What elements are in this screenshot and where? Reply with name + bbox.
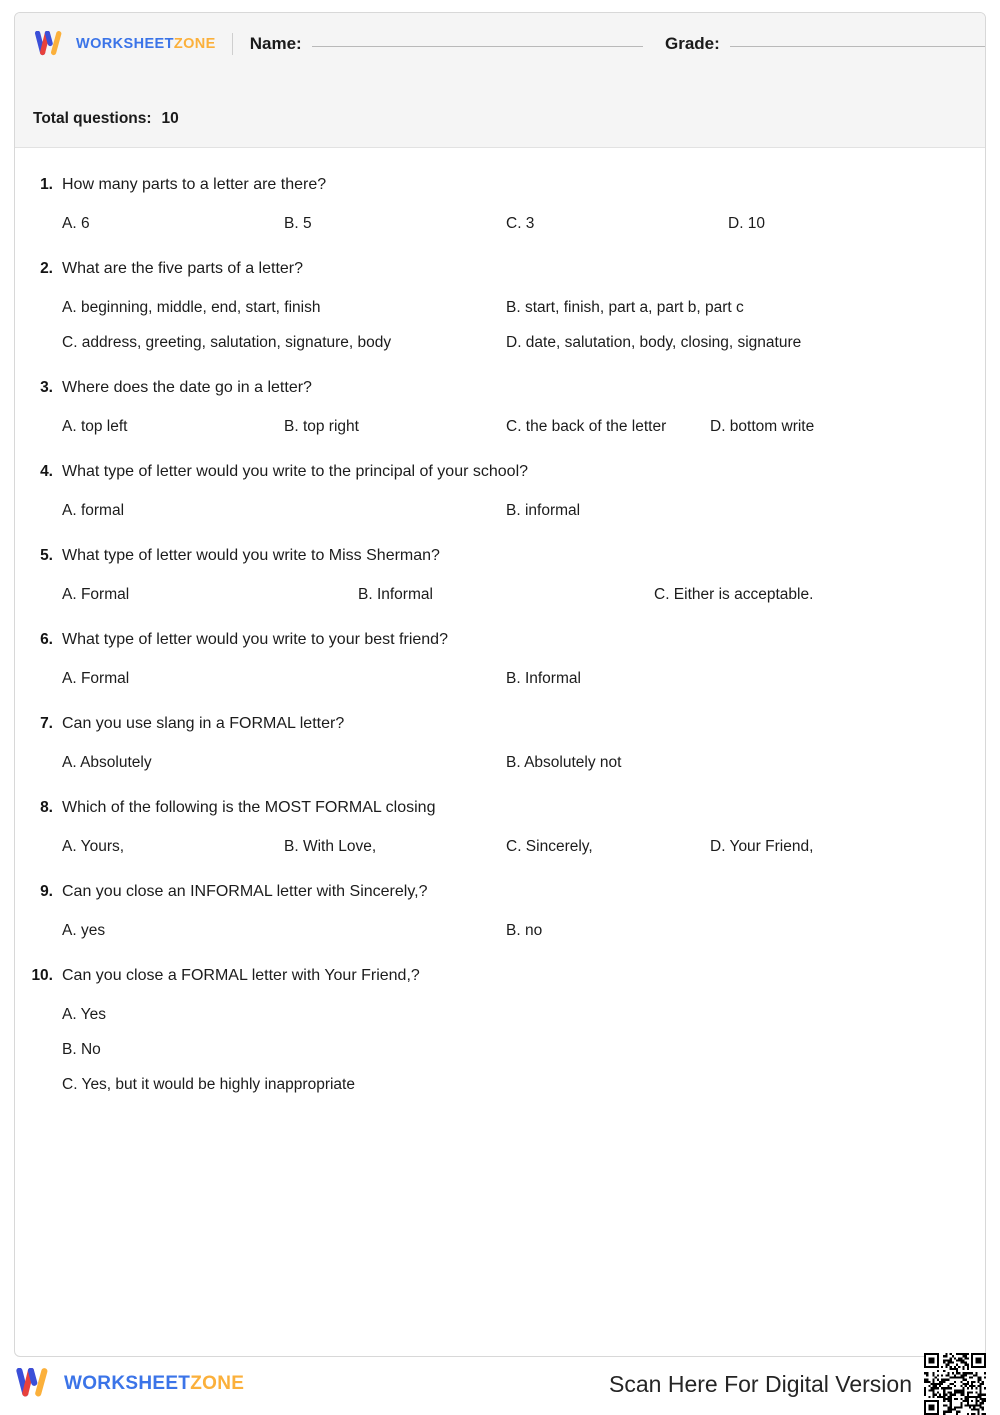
worksheet-footer xyxy=(14,1360,986,1408)
answer-option-row xyxy=(62,1004,961,1025)
answer-options xyxy=(62,836,961,857)
answer-option[interactable]: B. informal xyxy=(506,502,581,519)
answer-option-row xyxy=(62,584,961,605)
answer-options xyxy=(62,297,961,353)
answer-option[interactable]: C. Yes, but it would be highly inappropriate xyxy=(62,1076,355,1093)
answer-option-row xyxy=(62,332,961,353)
answer-options xyxy=(62,500,961,521)
header-identity-row xyxy=(15,13,985,75)
answer-option[interactable]: D. Your Friend, xyxy=(710,838,814,855)
question-item xyxy=(15,377,985,437)
answer-option-row xyxy=(62,1039,961,1060)
question-item xyxy=(15,797,985,857)
brand-word-zone: ZONE xyxy=(173,36,216,52)
questions-list xyxy=(15,148,985,1095)
question-text: What are the five parts of a letter? xyxy=(62,260,304,277)
answer-option-row xyxy=(62,1074,961,1095)
question-number: 10. xyxy=(31,967,53,984)
answer-option[interactable]: B. Informal xyxy=(506,670,581,687)
scan-instruction-text: Scan Here For Digital Version xyxy=(609,1370,912,1397)
answer-option[interactable]: A. yes xyxy=(62,922,106,939)
total-questions-value: 10 xyxy=(161,110,179,127)
footer-scan-group xyxy=(609,1353,986,1415)
brand-word-worksheet: WORKSHEET xyxy=(76,36,174,52)
answer-option[interactable]: D. bottom write xyxy=(710,418,815,435)
answer-options xyxy=(62,752,961,773)
answer-option-row xyxy=(62,668,961,689)
answer-options xyxy=(62,920,961,941)
answer-option-row xyxy=(62,752,961,773)
grade-label: Grade: xyxy=(665,34,720,53)
answer-options xyxy=(62,416,961,437)
question-text: What type of letter would you write to your best friend? xyxy=(62,631,448,648)
total-questions-label: Total questions: xyxy=(33,110,152,127)
answer-option[interactable]: B. no xyxy=(506,922,543,939)
answer-options xyxy=(62,668,961,689)
name-input-line[interactable] xyxy=(312,45,643,47)
worksheet-header xyxy=(15,13,985,148)
question-item xyxy=(15,258,985,353)
question-number: 6. xyxy=(40,631,53,648)
grade-input-line[interactable] xyxy=(730,45,985,47)
header-brand-logo xyxy=(33,31,216,58)
answer-option[interactable]: A. Formal xyxy=(62,586,130,603)
question-number: 4. xyxy=(40,463,53,480)
question-text: Can you use slang in a FORMAL letter? xyxy=(62,715,345,732)
question-text: Can you close an INFORMAL letter with Sincerely,? xyxy=(62,883,428,900)
qr-code-icon[interactable] xyxy=(924,1353,986,1415)
answer-option[interactable]: C. Sincerely, xyxy=(506,838,593,855)
answer-option[interactable]: C. Either is acceptable. xyxy=(654,586,814,603)
worksheet-zone-logo-icon xyxy=(14,1368,54,1400)
question-number: 1. xyxy=(40,176,53,193)
answer-option[interactable]: A. Formal xyxy=(62,670,130,687)
answer-option[interactable]: B. top right xyxy=(284,418,359,435)
grade-field-group xyxy=(665,34,985,54)
answer-option[interactable]: B. No xyxy=(62,1041,101,1058)
question-number: 3. xyxy=(40,379,53,396)
total-questions xyxy=(33,110,179,128)
answer-option[interactable]: B. Informal xyxy=(358,586,433,603)
question-number: 9. xyxy=(40,883,53,900)
answer-option[interactable]: C. 3 xyxy=(506,215,535,232)
answer-option[interactable]: C. the back of the letter xyxy=(506,418,667,435)
header-brand-text xyxy=(76,36,216,52)
answer-option[interactable]: A. formal xyxy=(62,502,125,519)
answer-options xyxy=(62,584,961,605)
footer-brand-text xyxy=(64,1373,244,1395)
name-field-group xyxy=(250,34,643,54)
question-text: Which of the following is the MOST FORMAL closing xyxy=(62,799,436,816)
answer-option[interactable]: D. date, salutation, body, closing, signature xyxy=(506,334,802,351)
answer-option-row xyxy=(62,297,961,318)
brand-word-zone: ZONE xyxy=(190,1373,245,1394)
worksheet-sheet xyxy=(14,12,986,1357)
answer-option[interactable]: A. beginning, middle, end, start, finish xyxy=(62,299,321,316)
answer-option[interactable]: B. start, finish, part a, part b, part c xyxy=(506,299,744,316)
question-item xyxy=(15,174,985,234)
question-text: Can you close a FORMAL letter with Your Friend,? xyxy=(62,967,420,984)
question-item xyxy=(15,461,985,521)
question-text: How many parts to a letter are there? xyxy=(62,176,327,193)
answer-option[interactable]: A. Absolutely xyxy=(62,754,152,771)
answer-option-row xyxy=(62,213,961,234)
question-item xyxy=(15,545,985,605)
question-number: 7. xyxy=(40,715,53,732)
answer-option[interactable]: B. 5 xyxy=(284,215,312,232)
answer-option[interactable]: A. Yours, xyxy=(62,838,125,855)
question-item xyxy=(15,881,985,941)
question-item xyxy=(15,629,985,689)
name-label: Name: xyxy=(249,34,302,53)
answer-option[interactable]: B. With Love, xyxy=(284,838,377,855)
answer-option-row xyxy=(62,920,961,941)
answer-option-row xyxy=(62,416,961,437)
question-number: 5. xyxy=(40,547,53,564)
question-text: What type of letter would you write to Miss Sherman? xyxy=(62,547,440,564)
header-divider xyxy=(232,33,233,55)
answer-option-row xyxy=(62,836,961,857)
answer-option[interactable]: A. Yes xyxy=(62,1006,106,1023)
answer-option[interactable]: A. 6 xyxy=(62,215,90,232)
answer-options xyxy=(62,1004,961,1095)
question-number: 2. xyxy=(40,260,53,277)
question-number: 8. xyxy=(40,799,53,816)
answer-option[interactable]: A. top left xyxy=(62,418,128,435)
answer-options xyxy=(62,213,961,234)
footer-brand-logo xyxy=(14,1368,244,1400)
question-item xyxy=(15,713,985,773)
worksheet-zone-logo-icon xyxy=(33,31,67,58)
brand-word-worksheet: WORKSHEET xyxy=(64,1373,191,1394)
answer-option[interactable]: C. address, greeting, salutation, signature, body xyxy=(62,334,392,351)
question-text: Where does the date go in a letter? xyxy=(62,379,312,396)
answer-option[interactable]: D. 10 xyxy=(728,215,766,232)
answer-option-row xyxy=(62,500,961,521)
question-text: What type of letter would you write to the principal of your school? xyxy=(62,463,529,480)
answer-option[interactable]: B. Absolutely not xyxy=(506,754,622,771)
question-item xyxy=(15,965,985,1095)
